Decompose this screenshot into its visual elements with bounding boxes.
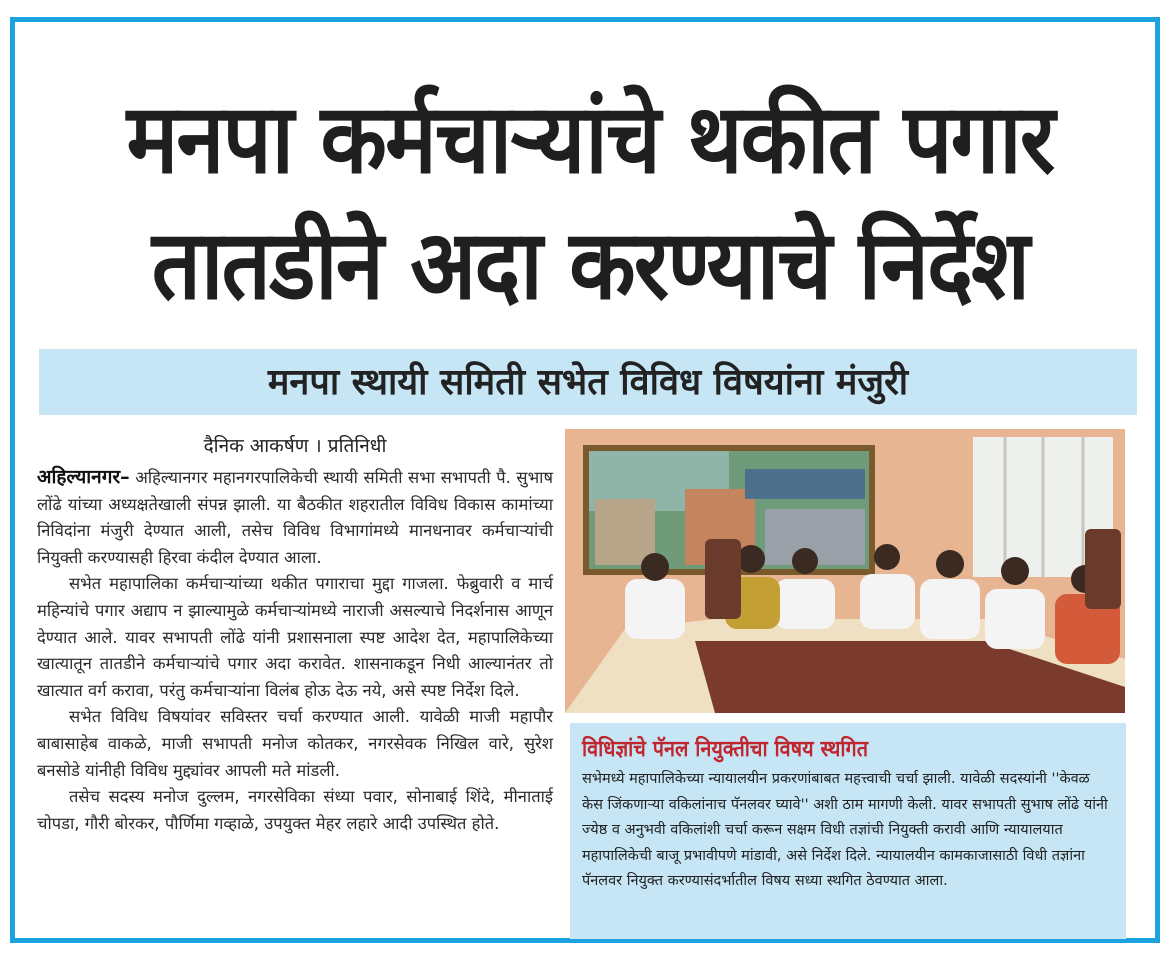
article-body [37,464,553,837]
article-paragraph: सभेत महापालिका कर्मचाऱ्यांच्या थकीत पगाराचा मुद्दा गाजला. फेब्रुवारी व मार्च महिन्यांचे पगार अद्याप न झाल्यामुळे कर्मचाऱ्यांमध्ये नाराजी असल्याचे निदर्शनास आणून देण्यात आले. यावर सभापती लोंढे यांनी प्रशासनाला स्पष्ट आदेश देत, महापालिकेच्या खात्यातून तातडीने कर्मचाऱ्यांचे पगार अदा करावेत. शासनाकडून निधी आल्यानंतर तो खात्यात वर्ग करावा, परंतु कर्मचाऱ्यांना विलंब होऊ देऊ नये, असे स्पष्ट निर्देश दिले. [37,574,553,700]
dateline: अहिल्यानगर– [37,466,130,488]
subheading: मनपा स्थायी समिती सभेत विविध विषयांना मंजुरी [267,361,909,403]
article-paragraph [37,464,553,571]
meeting-room-photo-icon [565,429,1125,713]
headline-line-2: तातडीने अदा करण्याचे निर्देश [151,209,1029,321]
subheading-band [39,349,1137,415]
sidebar-paragraph: सभेमध्ये महापालिकेच्या न्यायालयीन प्रकरणांबाबत महत्त्वाची चर्चा झाली. यावेळी सदस्यांनी ''केवळ केस जिंकणाऱ्या वकिलांनाच पॅनलवर घ्यावे'' अशी ठाम मागणी केली. यावर सभापती सुभाष लोंढे यांनी ज्येष्ठ व अनुभवी वकिलांशी चर्चा करून सक्षम विधी तज्ञांची नियुक्ती करावी आणि न्यायालयात महापालिकेची बाजू प्रभावीपणे मांडावी, असे निर्देश दिले. न्यायालयीन कामकाजासाठी विधी तज्ञांना पॅनलवर नियुक्त करण्यासंदर्भातील विषय सध्या स्थगित ठेवण्यात आला. [582,771,1108,889]
paragraph-text: अहिल्यानगर महानगरपालिकेची स्थायी समिती सभा सभापती पै. सुभाष लोंढे यांच्या अध्यक्षतेखाली संपन्न झाली. या बैठकीत शहरातील विविध विकास कामांच्या निविदांना मंजुरी देण्यात आली, तसेच विविध विभागांमध्ये मानधनावर कर्मचाऱ्यांची नियुक्ती करण्यासही हिरवा कंदील देण्यात आला. [37,468,553,567]
headline-line-1: मनपा कर्मचाऱ्यांचे थकीत पगार [126,83,1054,195]
article-paragraph: तसेच सदस्य मनोज दुल्लम, नगरसेविका संध्या पवार, सोनाबाई शिंदे, मीनाताई चोपडा, गौरी बोरकर, पौर्णिमा गव्हाळे, उपयुक्त मेहर लहारे आदी उपस्थित होते. [37,787,553,833]
byline: दैनिक आकर्षण । प्रतिनिधी [203,435,387,457]
sidebar-title: विधिज्ञांचे पॅनल नियुक्तीचा विषय स्थगित [582,737,868,762]
newspaper-clipping-frame [10,17,1160,943]
article-paragraph: सभेत विविध विषयांवर सविस्तर चर्चा करण्यात आली. यावेळी माजी महापौर बाबासाहेब वाकळे, माजी सभापती मनोज कोतकर, नगरसेवक निखिल वारे, सुरेश बनसोडे यांनीही विविध मुद्द्यांवर आपली मते मांडली. [37,707,553,780]
meeting-photo [565,429,1125,713]
sidebar-box [570,723,1126,939]
sidebar-body [582,767,1112,895]
